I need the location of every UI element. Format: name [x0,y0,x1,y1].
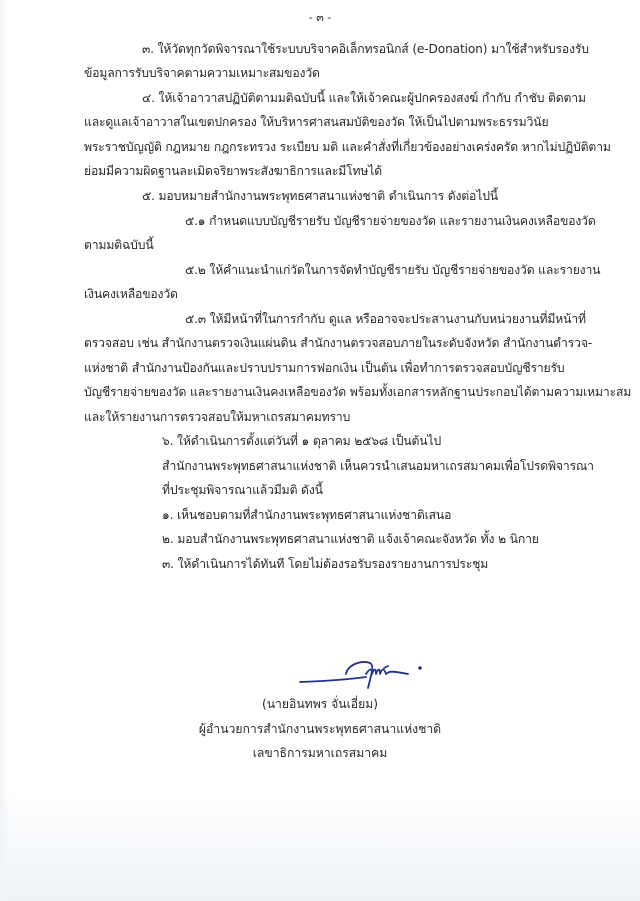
resolution-3: ๓. ให้ดำเนินการได้ทันที โดยไม่ต้องรอรับรองรายงานการประชุม [162,557,489,571]
paragraph-4-line-1: ๔. ให้เจ้าอาวาสปฏิบัติตามมติฉบับนี้ และให้เจ้าคณะผู้ปกครองสงฆ์ กำกับ กำชับ ติดตาม [142,91,586,105]
page-number: - ๓ - [308,11,332,24]
paragraph-3-line-2: ข้อมูลการรับบริจาคตามความเหมาะสมของวัด [84,66,320,80]
signatory-role: เลขาธิการมหาเถรสมาคม [252,746,388,760]
signature-icon [296,650,436,692]
item-5-3-line-1: ๕.๓ ให้มีหน้าที่ในการกำกับ ดูแล หรืออาจจะประสานงานกับหน่วยงานที่มีหน้าที่ [185,312,586,326]
item-5-1-line-2: ตามมติฉบับนี้ [84,238,154,252]
item-5-3-line-3: แห่งชาติ สำนักงานป้องกันและปราบปรามการฟอกเงิน เป็นต้น เพื่อทำการตรวจสอบบัญชีรายรับ [84,361,565,375]
paragraph-4-line-4: ย่อมมีความผิดฐานละเมิดจริยาพระสังฆาธิการและมีโทษได้ [84,164,383,178]
item-5-2-line-2: เงินคงเหลือของวัด [84,287,178,301]
proposal-line-1: สำนักงานพระพุทธศาสนาแห่งชาติ เห็นควรนำเสนอมหาเถรสมาคมเพื่อโปรดพิจารณา [162,459,594,473]
paragraph-6: ๖. ให้ดำเนินการตั้งแต่วันที่ ๑ ตุลาคม ๒๕๖๘ เป็นต้นไป [162,434,442,448]
resolution-2: ๒. มอบสำนักงานพระพุทธศาสนาแห่งชาติ แจ้งเจ้าคณะจังหวัด ทั้ง ๒ นิกาย [162,532,539,546]
resolution-1: ๑. เห็นชอบตามที่สำนักงานพระพุทธศาสนาแห่งชาติเสนอ [162,508,452,522]
signatory-position: ผู้อำนวยการสำนักงานพระพุทธศาสนาแห่งชาติ [198,722,442,736]
signatory-name: (นายอินทพร จั่นเอี่ยม) [261,697,379,711]
item-5-1-line-1: ๕.๑ กำหนดแบบบัญชีรายรับ บัญชีรายจ่ายของวัด และรายงานเงินคงเหลือของวัด [185,214,596,228]
item-5-3-line-4: บัญชีรายจ่ายของวัด และรายงานเงินคงเหลือของวัด พร้อมทั้งเอกสารหลักฐานประกอบได้ตามความเหมาะสม [84,385,632,399]
item-5-2-line-1: ๕.๒ ให้คำแนะนำแก่วัดในการจัดทำบัญชีรายรับ บัญชีรายจ่ายของวัด และรายงาน [185,263,601,277]
paragraph-3-line-1: ๓. ให้วัดทุกวัดพิจารณาใช้ระบบบริจาคอิเล็กทรอนิกส์ (e-Donation) มาใช้สำหรับรองรับ [142,42,589,56]
paragraph-5-heading: ๕. มอบหมายสำนักงานพระพุทธศาสนาแห่งชาติ ดำเนินการ ดังต่อไปนี้ [142,189,498,203]
item-5-3-line-5: และให้รายงานการตรวจสอบให้มหาเถรสมาคมทราบ [84,410,351,424]
paragraph-4-line-2: และดูแลเจ้าอาวาสในเขตปกครอง ให้บริหารศาสนสมบัติของวัด ให้เป็นไปตามพระธรรมวินัย [84,115,549,129]
scan-edge-shadow [0,0,10,901]
proposal-line-2: ที่ประชุมพิจารณาแล้วมีมติ ดังนี้ [162,483,323,497]
paragraph-4-line-3: พระราชบัญญัติ กฎหมาย กฎกระทรวง ระเบียบ มติ และคำสั่งที่เกี่ยวข้องอย่างเคร่งครัด หากไม่ปฏิบัติตาม [84,140,611,154]
item-5-3-line-2: ตรวจสอบ เช่น สำนักงานตรวจเงินแผ่นดิน สำนักงานตรวจสอบภายในระดับจังหวัด สำนักงานตำรวจ- [84,336,593,350]
